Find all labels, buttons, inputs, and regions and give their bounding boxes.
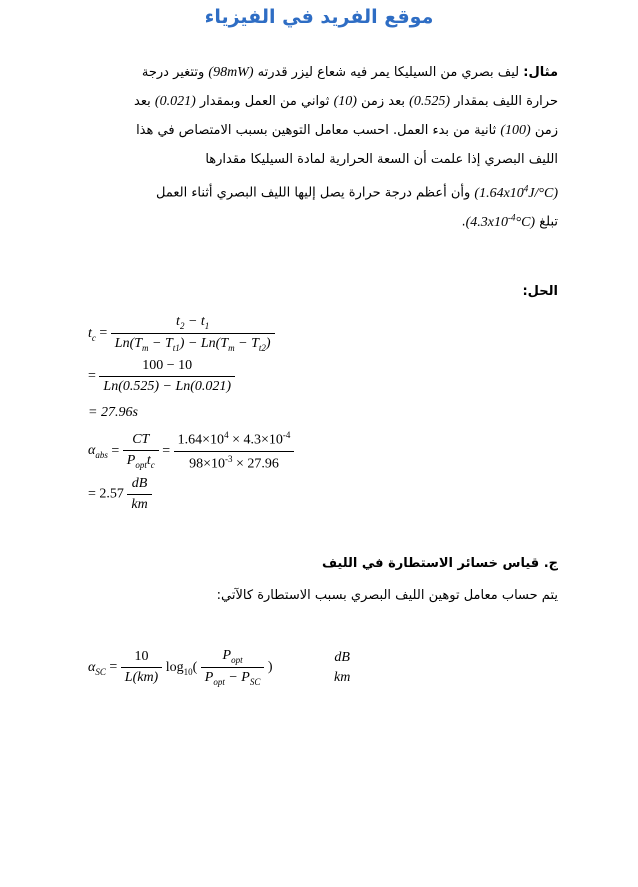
example-label: مثال: <box>523 65 558 80</box>
sc-coefficient-fraction: $\frac{10}{L(km)}$ <box>121 649 162 686</box>
alpha-sc-symbol: $\alpha_{SC}$ <box>88 659 106 677</box>
equation-tc-values: = $\frac{100 - 10}{Ln(0.525) - Ln(0.021)}$ <box>88 358 235 395</box>
equation-alpha-abs: $\alpha_{abs}$ = $\frac{CT}{P_{opt}t_c}$ = $\frac{1.64\times 10^4 \times 4.3\times 10^{-4}}{98\times 10^{-3} \times 27.96}$ <box>88 430 294 472</box>
sc-unit: dB km <box>334 650 351 685</box>
alpha-abs-values-fraction: $\frac{1.64\times 10^4 \times 4.3\times 10^{-4}}{98\times 10^{-3} \times 27.96}$ <box>174 430 295 472</box>
tc-symbol: $t_c$ <box>88 325 96 343</box>
solution-label: الحل: <box>522 284 558 299</box>
section-c-description: يتم حساب معامل توهين الليف البصري بسبب الاستطارة كالآتي: <box>216 588 558 603</box>
heat-capacity-value: $(1.64x10^4J/^\circ C)$ <box>474 183 558 201</box>
tc-denominator: $Ln(T_m - T_{t1}) - Ln(T_m - T_{t2})$ <box>114 335 271 353</box>
example-line-1: مثال: ليف بصري من السيليكا يمر فيه شعاع ليزر قدرته (98mW) وتتغير درجة <box>141 65 558 80</box>
example-paragraph <box>78 58 558 232</box>
equation-alpha-result: = 2.57 $\frac{dB}{km}$ <box>88 476 152 513</box>
example-line-2: حرارة الليف بمقدار (0.525) بعد زمن (10) ثواني من العمل وبمقدار (0.021) بعد <box>134 94 558 109</box>
alpha-abs-fraction: $\frac{CT}{P_{opt}t_c}$ <box>123 432 159 470</box>
page-header <box>0 6 638 28</box>
alpha-abs-symbol: $\alpha_{abs}$ <box>88 443 108 461</box>
tc-values-denominator: Ln(0.525) − Ln(0.021) <box>103 379 232 394</box>
example-line-3: زمن (100) ثانية من بدء العمل. احسب معامل التوهين بسبب الامتصاص في هذا <box>136 123 558 138</box>
example-line-6: تبلغ $(4.3x10^{-4}^\circ C)$. <box>461 212 558 230</box>
header-title: موقع الفريد في الفيزياء <box>204 6 434 28</box>
equation-tc-result: = 27.96s <box>88 405 138 420</box>
sc-power-fraction: $\frac{P_{opt}}{P_{opt} - P_{SC}}$ <box>201 648 265 687</box>
example-line-5: $(1.64x10^4J/^\circ C)$ وأن أعظم درجة حرارة يصل إليها الليف البصري أثناء العمل <box>155 183 558 201</box>
max-temp-value: $(4.3x10^{-4}^\circ C)$ <box>465 212 536 230</box>
example-line-4: الليف البصري إذا علمت أن السعة الحرارية لمادة السيليكا مقدارها <box>205 152 558 167</box>
tc-numerator: $t_2 - t_1$ <box>111 314 275 334</box>
equation-alpha-sc: $\alpha_{SC}$ = $\frac{10}{L(km)}$ $\log_{10}$( $\frac{P_{opt}}{P_{opt} - P_{SC}}$ ) <box>88 648 273 687</box>
log-function: $\log_{10}$( <box>165 659 198 677</box>
tc-fraction <box>111 314 275 353</box>
section-c-heading: قياس خسائر الاستطارة في الليف <box>321 556 540 571</box>
equation-tc: $t_c$ = $\frac{t_2 - t_1}{Ln(T_m - T_{t1}) - Ln(T_m - T_{t2})}$ <box>88 314 275 353</box>
unit-db-km: $\frac{dB}{km}$ <box>127 476 151 513</box>
section-c-title <box>322 556 558 571</box>
section-c-label: ج. <box>543 556 558 571</box>
tc-values-numerator: 100 − 10 <box>99 358 235 377</box>
tc-values-fraction <box>99 358 235 395</box>
